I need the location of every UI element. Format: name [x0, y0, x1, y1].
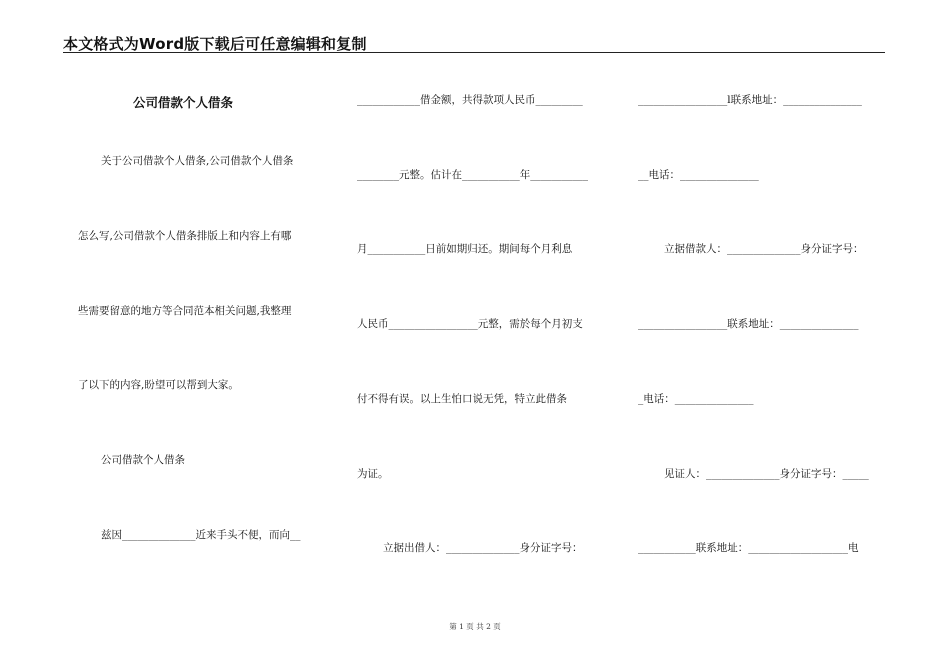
- col1-line-6: 兹因______________近来手头不便，而向__: [101, 529, 301, 541]
- col1-line-2: 怎么写,公司借款个人借条排版上和内容上有哪: [78, 230, 292, 242]
- col2-line-5: 付不得有误。以上生怕口说无凭，特立此借条: [357, 393, 567, 405]
- col2-line-6: 为证。: [357, 468, 389, 480]
- col1-line-4: 了以下的内容,盼望可以帮到大家。: [78, 379, 239, 391]
- page-header: 本文格式为Word版下载后可任意编辑和复制: [63, 35, 367, 53]
- col2-line-4: 人民币_________________元整，需於每个月初支: [357, 318, 583, 330]
- document-title: 公司借款个人借条: [133, 95, 234, 110]
- col3-line-4: _________________联系地址：_______________: [638, 318, 859, 330]
- col3-line-2: __电话：_______________: [638, 169, 759, 181]
- header-rule: [63, 52, 885, 53]
- col1-line-3: 些需要留意的地方等合同范本相关问题,我整理: [78, 305, 292, 317]
- col1-line-1: 关于公司借款个人借条,公司借款个人借条: [101, 155, 294, 167]
- col2-line-2: ________元整。估计在___________年___________: [357, 169, 588, 181]
- col2-line-3: 月___________日前如期归还。期间每个月利息: [357, 243, 573, 255]
- col3-line-6: 见证人：______________身分证字号：_____: [664, 468, 869, 480]
- col1-line-5: 公司借款个人借条: [101, 454, 185, 466]
- col2-line-7: 立据出借人：______________身分证字号：: [383, 542, 583, 554]
- col3-line-7: ___________联系地址：___________________电: [638, 542, 859, 554]
- col2-line-1: ____________借金额，共得款项人民币_________: [357, 94, 583, 106]
- col3-line-5: _电话：_______________: [638, 393, 754, 405]
- col3-line-3: 立据借款人：______________身分证字号：: [664, 243, 864, 255]
- col3-line-1: _________________l联系地址：_______________: [638, 94, 862, 106]
- page-footer: 第 1 页 共 2 页: [449, 622, 501, 631]
